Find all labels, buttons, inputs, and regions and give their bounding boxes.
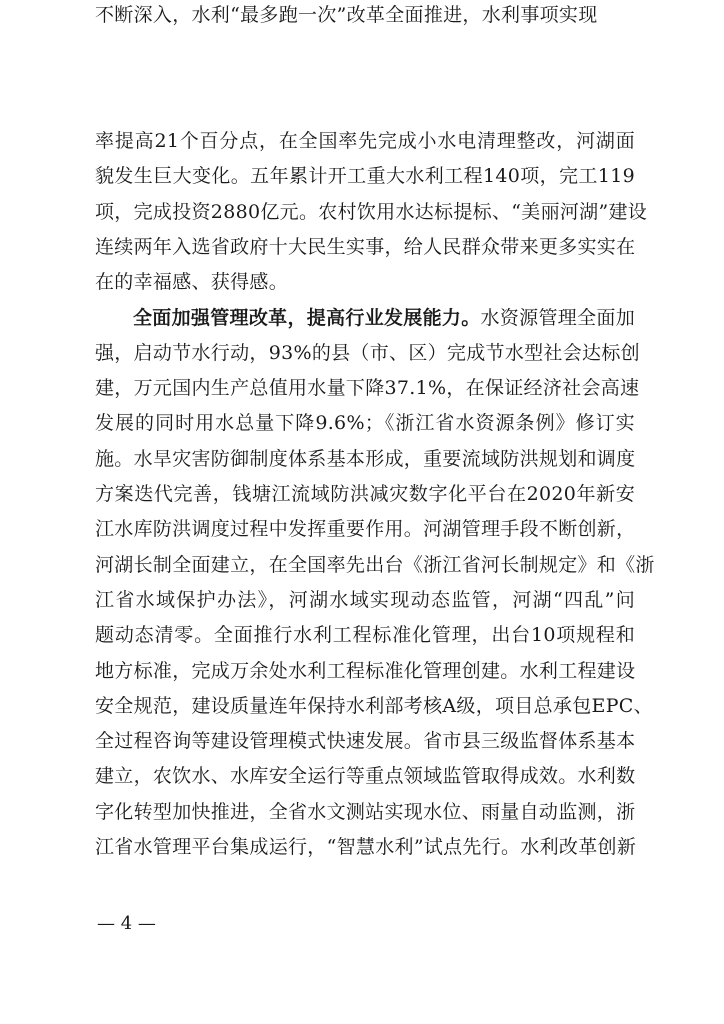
paragraph-2-line-1-text: 水资源管理全面加 <box>480 307 635 329</box>
paragraph-2-line-2: 强，启动节水行动，93%的县（市、区）完成节水型社会达标创 <box>95 342 640 364</box>
paragraph-2-line-13: 全过程咨询等建设管理模式快速发展。省市县三级监督体系基本 <box>95 730 636 752</box>
paragraph-2-line-8: 河湖长制全面建立，在全国率先出台《浙江省河长制规定》和《浙 <box>95 554 655 576</box>
paragraph-2-line-1 <box>133 303 635 333</box>
paragraph-2-line-4: 发展的同时用水总量下降9.6%；《浙江省水资源条例》修订实 <box>95 412 635 434</box>
paragraph-1-line-3: 项，完成投资2880亿元。农村饮用水达标提标、“美丽河湖”建设 <box>95 201 648 223</box>
paragraph-2-line-14: 建立，农饮水、水库安全运行等重点领域监管取得成效。水利数 <box>95 765 636 787</box>
paragraph-2-line-5: 施。水旱灾害防御制度体系基本形成，重要流域防洪规划和调度 <box>95 448 636 470</box>
paragraph-1-line-5: 在的幸福感、获得感。 <box>95 271 289 293</box>
paragraph-2-line-15: 字化转型加快推进，全省水文测站实现水位、雨量自动监测，浙 <box>95 801 636 823</box>
paragraph-2-lead-heading: 全面加强管理改革，提高行业发展能力。 <box>133 307 481 329</box>
paragraph-2-line-11: 地方标准，完成万余处水利工程标准化管理创建。水利工程建设 <box>95 660 636 682</box>
paragraph-1-line-2: 貌发生巨大变化。五年累计开工重大水利工程140项，完工119 <box>95 165 635 187</box>
paragraph-2-line-9: 江省水域保护办法》，河湖水域实现动态监管，河湖“四乱”问 <box>95 589 635 611</box>
paragraph-2-line-16: 江省水管理平台集成运行，“智慧水利”试点先行。水利改革创新 <box>95 836 637 858</box>
paragraph-2-line-17: 不断深入，水利“最多跑一次”改革全面推进，水利事项实现 <box>95 4 598 26</box>
paragraph-2-line-10: 题动态清零。全面推行水利工程标准化管理，出台10项规程和 <box>95 624 635 646</box>
paragraph-1-line-4: 连续两年入选省政府十大民生实事，给人民群众带来更多实实在 <box>95 236 636 258</box>
page-number: — 4 — <box>97 913 156 934</box>
paragraph-1-line-1: 率提高21个百分点，在全国率先完成小水电清理整改，河湖面 <box>95 130 635 152</box>
paragraph-2-line-12: 安全规范，建设质量连年保持水利部考核A级，项目总承包EPC、 <box>95 695 653 717</box>
paragraph-2-line-6: 方案迭代完善，钱塘江流域防洪减灾数字化平台在2020年新安 <box>95 483 635 505</box>
paragraph-2-line-7: 江水库防洪调度过程中发挥重要作用。河湖管理手段不断创新， <box>95 518 636 540</box>
paragraph-2-line-3: 建，万元国内生产总值用水量下降37.1%，在保证经济社会高速 <box>95 377 640 399</box>
